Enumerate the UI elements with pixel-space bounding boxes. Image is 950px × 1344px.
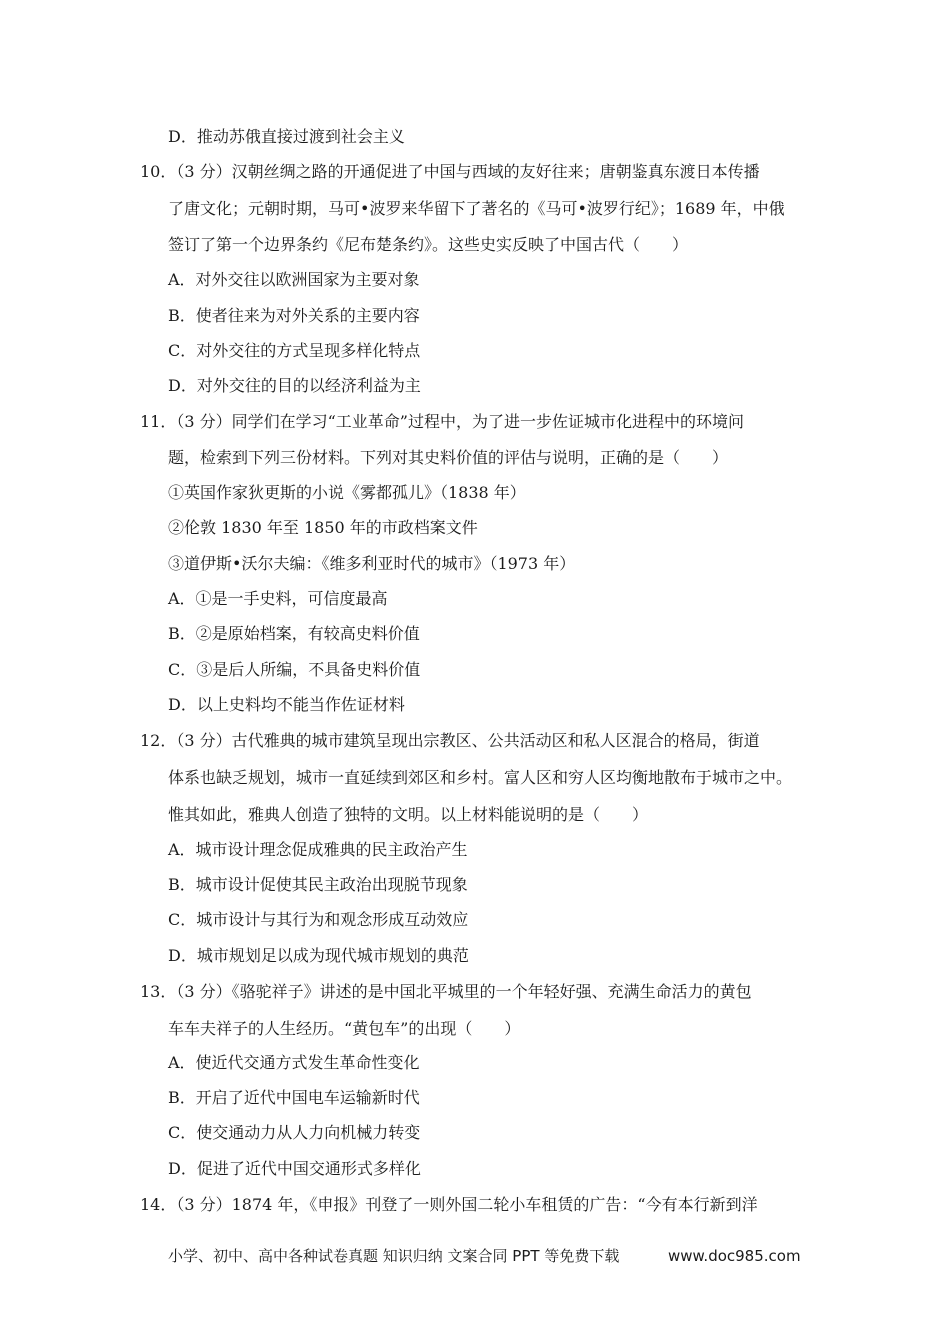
q12-stem-line-2: 体系也缺乏规划，城市一直延续到郊区和乡村。富人区和穷人区均衡地散布于城市之中。 xyxy=(168,768,793,787)
q11-stem-line-1: 11．（3 分）同学们在学习“工业革命”过程中，为了进一步佐证城市化进程中的环境问 xyxy=(140,412,744,431)
q10-stem-line-1: 10．（3 分）汉朝丝绸之路的开通促进了中国与西域的友好往来；唐朝鉴真东渡日本传播 xyxy=(140,162,760,181)
q10-option-d: D．对外交往的目的以经济利益为主 xyxy=(168,376,421,395)
footer-promo-text: 小学、初中、高中各种试卷真题 知识归纳 文案合同 PPT 等免费下载 xyxy=(168,1247,620,1265)
q12-stem-line-1: 12．（3 分）古代雅典的城市建筑呈现出宗教区、公共活动区和私人区混合的格局，街道 xyxy=(140,731,760,750)
q11-material-1: ①英国作家狄更斯的小说《雾都孤儿》（1838 年） xyxy=(168,483,526,502)
q9-option-d: D．推动苏俄直接过渡到社会主义 xyxy=(168,127,405,146)
q14-stem-line-1: 14．（3 分）1874 年，《申报》刊登了一则外国二轮小车租赁的广告：“今有本行新到洋 xyxy=(140,1195,758,1214)
q13-stem-line-1: 13．（3 分）《骆驼祥子》讲述的是中国北平城里的一个年轻好强、充满生命活力的黄包 xyxy=(140,982,752,1001)
footer-website-link[interactable]: www.doc985.com xyxy=(668,1247,801,1265)
q11-option-d: D．以上史料均不能当作佐证材料 xyxy=(168,695,405,714)
q13-stem-line-2: 车车夫祥子的人生经历。“黄包车”的出现（ ） xyxy=(168,1019,521,1038)
q13-option-b: B．开启了近代中国电车运输新时代 xyxy=(168,1088,420,1107)
q13-option-d: D．促进了近代中国交通形式多样化 xyxy=(168,1159,421,1178)
q11-option-c: C．③是后人所编，不具备史料价值 xyxy=(168,660,421,679)
q11-material-3: ③道伊斯•沃尔夫编：《维多利亚时代的城市》（1973 年） xyxy=(168,554,576,573)
q12-option-c: C．城市设计与其行为和观念形成互动效应 xyxy=(168,910,469,929)
q13-option-a: A．使近代交通方式发生革命性变化 xyxy=(168,1053,420,1072)
q11-stem-line-2: 题，检索到下列三份材料。下列对其史料价值的评估与说明，正确的是（ ） xyxy=(168,448,729,467)
q12-option-d: D．城市规划足以成为现代城市规划的典范 xyxy=(168,946,469,965)
q12-option-a: A．城市设计理念促成雅典的民主政治产生 xyxy=(168,840,468,859)
q10-option-b: B．使者往来为对外关系的主要内容 xyxy=(168,306,420,325)
q13-option-c: C．使交通动力从人力向机械力转变 xyxy=(168,1123,421,1142)
q10-stem-line-2: 了唐文化；元朝时期，马可•波罗来华留下了著名的《马可•波罗行纪》；1689 年，中俄 xyxy=(168,199,785,218)
q11-material-2: ②伦敦 1830 年至 1850 年的市政档案文件 xyxy=(168,518,478,537)
q12-option-b: B．城市设计促使其民主政治出现脱节现象 xyxy=(168,875,468,894)
q10-option-c: C．对外交往的方式呈现多样化特点 xyxy=(168,341,421,360)
q10-stem-line-3: 签订了第一个边界条约《尼布楚条约》。这些史实反映了中国古代（ ） xyxy=(168,235,689,254)
q10-option-a: A．对外交往以欧洲国家为主要对象 xyxy=(168,270,420,289)
q11-option-a: A．①是一手史料，可信度最高 xyxy=(168,589,388,608)
q12-stem-line-3: 惟其如此，雅典人创造了独特的文明。以上材料能说明的是（ ） xyxy=(168,805,649,824)
q11-option-b: B．②是原始档案，有较高史料价值 xyxy=(168,624,420,643)
